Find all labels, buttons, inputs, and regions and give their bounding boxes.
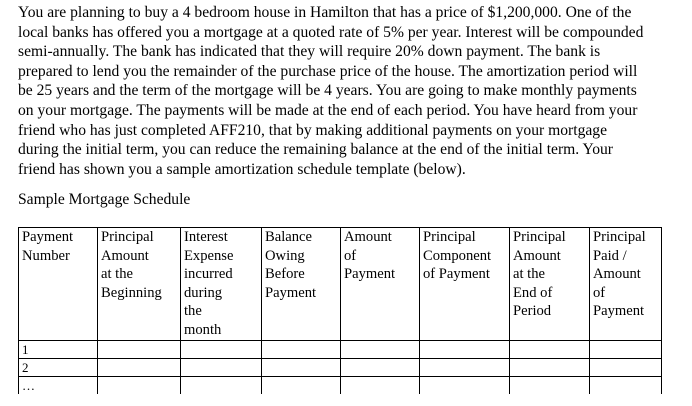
table-cell [181, 358, 262, 376]
table-cell [98, 358, 181, 376]
table-cell [262, 376, 341, 394]
header-principal-component: Principal Component of Payment [420, 228, 510, 341]
problem-line: prepared to lend you the remainder of the purchase price of the house. The amortization period will [18, 62, 638, 80]
problem-line: on your mortgage. The payments will be made at the end of each period. You have heard from your [18, 101, 638, 119]
table-header-row [19, 228, 662, 341]
table-cell [590, 358, 662, 376]
header-interest-expense: Interest Expense incurred during the month [181, 228, 262, 341]
table-cell [341, 376, 420, 394]
table-cell [510, 340, 590, 358]
header-principal-end: Principal Amount at the End of Period [510, 228, 590, 341]
problem-line: be 25 years and the term of the mortgage will be 4 years. You are going to make monthly payments [18, 82, 637, 100]
table-cell [590, 376, 662, 394]
header-principal-beginning: Principal Amount at the Beginning [98, 228, 181, 341]
table-cell [420, 340, 510, 358]
table-cell [98, 376, 181, 394]
amortization-schedule-table [18, 227, 662, 394]
table-row [19, 376, 662, 394]
problem-line: local banks has offered you a mortgage at a quoted rate of 5% per year. Interest will be compounded [18, 23, 644, 41]
table-cell [341, 358, 420, 376]
payment-number-cell: … [19, 376, 98, 394]
table-cell [98, 340, 181, 358]
table-cell [181, 376, 262, 394]
table-cell [181, 340, 262, 358]
table-cell [262, 340, 341, 358]
header-amount-of-payment: Amount of Payment [341, 228, 420, 341]
header-payment-number: Payment Number [19, 228, 98, 341]
payment-number-cell: 1 [19, 340, 98, 358]
table-cell [510, 358, 590, 376]
table-cell [510, 376, 590, 394]
problem-line: semi-annually. The bank has indicated that they will require 20% down payment. The bank is [18, 43, 601, 61]
schedule-title: Sample Mortgage Schedule [18, 191, 191, 208]
table-cell [262, 358, 341, 376]
problem-line: friend who has just completed AFF210, that by making additional payments on your mortgage [18, 121, 608, 139]
table-cell [420, 376, 510, 394]
table-row [19, 358, 662, 376]
problem-line: friend has shown you a sample amortization schedule template (below). [18, 160, 466, 178]
table-cell [420, 358, 510, 376]
table-row [19, 340, 662, 358]
problem-line: You are planning to buy a 4 bedroom house in Hamilton that has a price of $1,200,000. One of the [18, 4, 632, 21]
table-cell [590, 340, 662, 358]
header-principal-paid-ratio: Principal Paid / Amount of Payment [590, 228, 662, 341]
problem-statement [18, 3, 686, 179]
header-balance-owing: Balance Owing Before Payment [262, 228, 341, 341]
payment-number-cell: 2 [19, 358, 98, 376]
problem-line: during the initial term, you can reduce the remaining balance at the end of the initial term. Your [18, 141, 613, 159]
table-cell [341, 340, 420, 358]
